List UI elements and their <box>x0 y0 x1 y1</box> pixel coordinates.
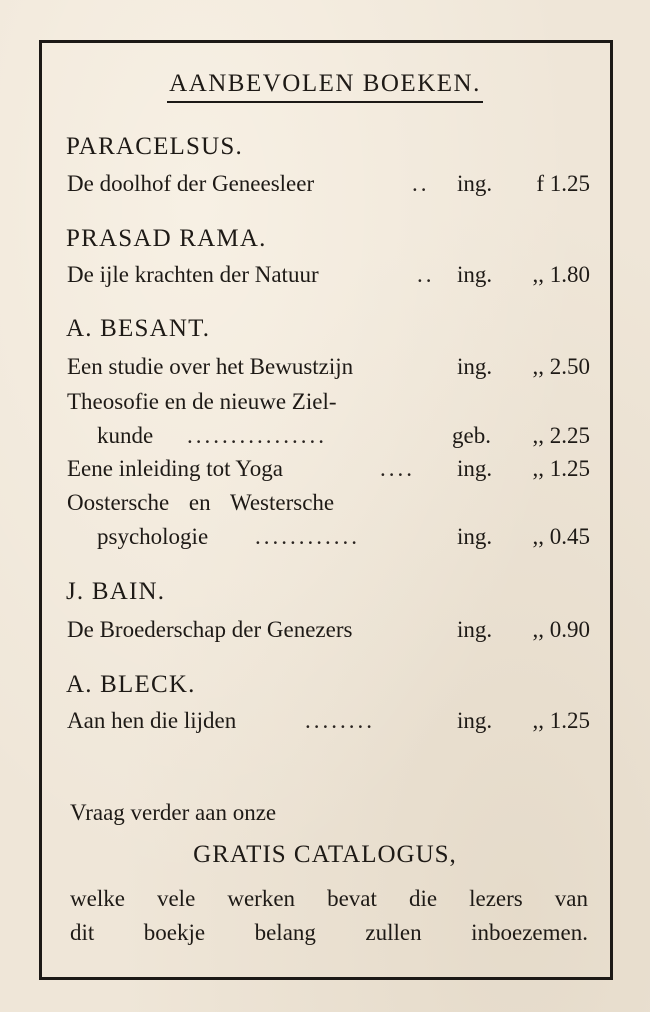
binding-type: ing. <box>457 171 493 196</box>
book-entry <box>67 708 590 738</box>
leader-dots: ............ <box>255 524 360 549</box>
leader-dots: .. <box>412 171 430 196</box>
binding-type: ing. <box>457 524 493 549</box>
binding-type: ing. <box>457 617 493 642</box>
book-price: ,, 1.25 <box>532 708 590 733</box>
book-entry <box>67 262 590 292</box>
author-paracelsus: PARACELSUS. <box>66 133 243 160</box>
book-price: ,, 0.45 <box>532 524 590 549</box>
book-title-line-2: psychologie <box>97 524 209 549</box>
binding-type: ing. <box>457 262 493 287</box>
leader-dots: ................ <box>187 423 327 448</box>
binding-type: ing. <box>457 708 493 733</box>
book-title-line-2: kunde <box>97 423 154 448</box>
leader-dots: .. <box>417 262 435 287</box>
book-entry <box>67 423 590 453</box>
footer-text-line: dit boekje belang zullen inboezemen. <box>70 920 588 945</box>
page-title-text: AANBEVOLEN BOEKEN. <box>167 70 483 103</box>
footer-intro: Vraag verder aan onze <box>70 800 277 825</box>
author-a-besant: A. BESANT. <box>66 315 211 342</box>
book-title-line-1: Oostersche en Westersche <box>67 490 335 515</box>
book-price: f 1.25 <box>536 171 590 196</box>
book-entry <box>67 524 590 554</box>
author-a-bleck: A. BLECK. <box>66 671 196 698</box>
book-entry <box>67 456 590 486</box>
book-price: ,, 1.80 <box>532 262 590 287</box>
binding-type: geb. <box>452 423 491 448</box>
book-title: Eene inleiding tot Yoga <box>67 456 283 481</box>
catalogue-callout: GRATIS CATALOGUS, <box>193 841 457 868</box>
binding-type: ing. <box>457 456 493 481</box>
footer-text-line: welke vele werken bevat die lezers van <box>70 886 588 911</box>
book-title: Een studie over het Bewustzijn <box>67 354 354 379</box>
binding-type: ing. <box>457 354 493 379</box>
book-price: ,, 2.50 <box>532 354 590 379</box>
book-entry <box>67 354 590 384</box>
book-price: ,, 2.25 <box>532 423 590 448</box>
page-title <box>0 70 650 103</box>
book-entry <box>67 171 590 201</box>
author-prasad-rama: PRASAD RAMA. <box>66 225 267 252</box>
book-title: Aan hen die lijden <box>67 708 237 733</box>
author-j-bain: J. BAIN. <box>66 578 166 605</box>
book-title-line-1: Theosofie en de nieuwe Ziel- <box>67 389 337 414</box>
leader-dots: .... <box>380 456 415 481</box>
book-price: ,, 0.90 <box>532 617 590 642</box>
book-entry <box>67 617 590 647</box>
book-price: ,, 1.25 <box>532 456 590 481</box>
book-title: De doolhof der Geneesleer <box>67 171 315 196</box>
leader-dots: ........ <box>305 708 375 733</box>
book-title: De ijle krachten der Natuur <box>67 262 319 287</box>
book-title: De Broederschap der Genezers <box>67 617 353 642</box>
